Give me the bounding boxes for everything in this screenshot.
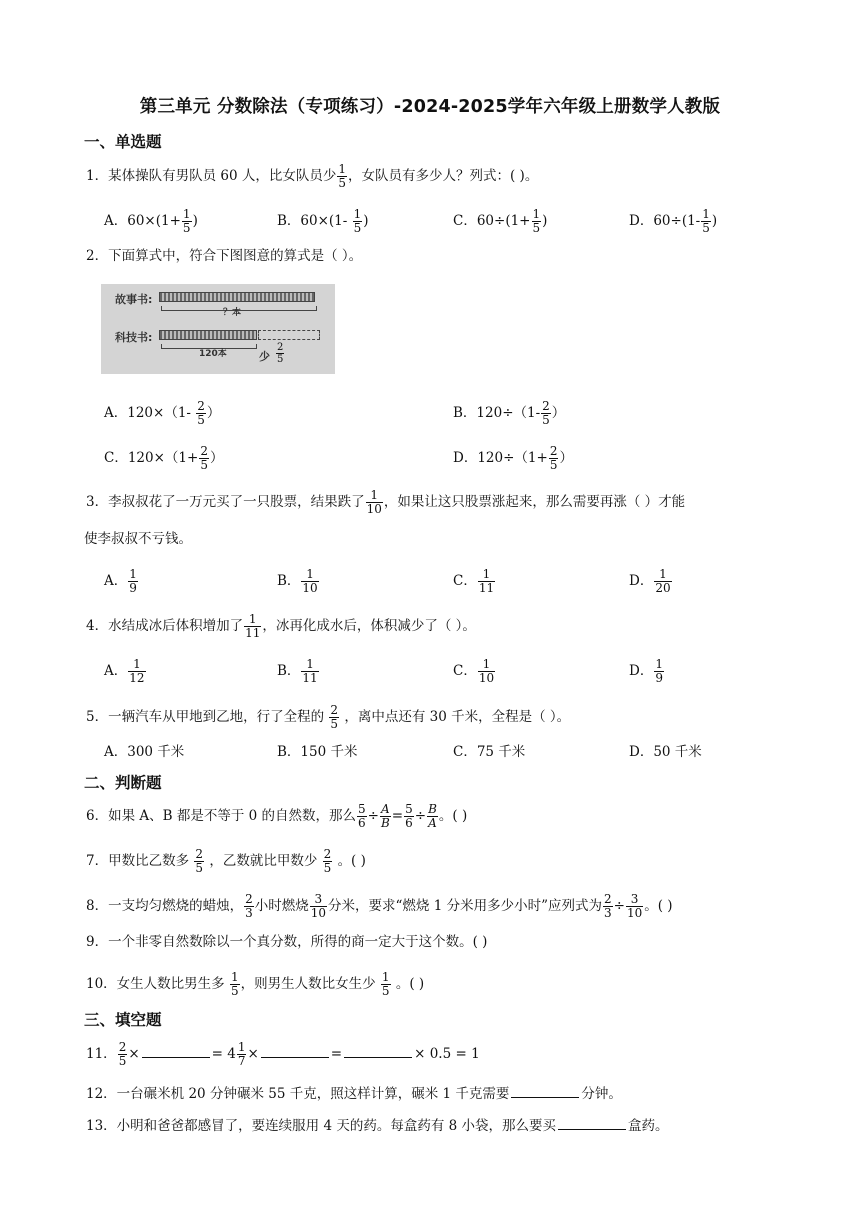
question-1: 1．某体操队有男队员 60 人，比女队员少 $\frac{1}{5}$ ，女队员有多少人？列式：( )。 <box>86 162 539 190</box>
option-b[interactable]: B． $\frac{1}{10}$ <box>277 567 318 595</box>
option-d[interactable]: D． $\frac{1}{20}$ <box>629 567 671 595</box>
option-a[interactable]: A．120×（1- $\frac{2}{5}$ ） <box>104 399 221 427</box>
science-book-bar <box>159 330 257 340</box>
question-8: 8．一支均匀燃烧的蜡烛， $\frac{2}{3}$ 小时燃烧 $\frac{3}{10}$ 分米，要求“燃烧 1 分米用多少小时”应列式为 $\frac{2}{3}$ ÷ $\frac{3}{10}$ 。( ) <box>86 892 673 920</box>
question-3: 3．李叔叔花了一万元买了一只股票，结果跌了 $\frac{1}{10}$ ，如果让这只股票涨起来，那么需要再涨（ ）才能 <box>86 488 686 516</box>
option-c[interactable]: C．75 千米 <box>453 744 526 760</box>
question-12: 12．一台碾米机 20 分钟碾米 55 千克，照这样计算，碾米 1 千克需要 分钟。 <box>86 1083 622 1104</box>
answer-blank[interactable] <box>344 1043 412 1058</box>
option-b[interactable]: B．150 千米 <box>277 744 358 760</box>
option-b[interactable]: B．60×(1- $\frac{1}{5}$ ) <box>277 207 369 235</box>
option-c[interactable]: C．120×（1+ $\frac{2}{5}$ ） <box>104 444 224 472</box>
bar-diagram-image: 故事书: ？本 科技书: 120本 少 $\frac{2}{5}$ <box>101 284 335 374</box>
option-d[interactable]: D． $\frac{1}{9}$ <box>629 657 663 685</box>
question-7: 7．甲数比乙数多 $\frac{2}{5}$ ，乙数就比甲数少 $\frac{2}{5}$ 。( ) <box>86 847 366 875</box>
option-c[interactable]: C． $\frac{1}{11}$ <box>453 567 495 595</box>
question-3-cont: 使李叔叔不亏钱。 <box>84 531 192 547</box>
option-b[interactable]: B． $\frac{1}{11}$ <box>277 657 318 685</box>
option-a[interactable]: A．300 千米 <box>104 744 185 760</box>
option-b[interactable]: B．120÷（1- $\frac{2}{5}$ ） <box>453 399 566 427</box>
fraction: $\frac{1}{5}$ <box>338 162 346 190</box>
page-title: 第三单元 分数除法（专项练习）-2024-2025学年六年级上册数学人教版 <box>139 97 721 117</box>
option-c[interactable]: C． $\frac{1}{10}$ <box>453 657 495 685</box>
option-d[interactable]: D．60÷(1- $\frac{1}{5}$ ) <box>629 207 718 235</box>
question-2: 2．下面算式中，符合下图图意的算式是（ ）。 <box>86 248 363 264</box>
option-a[interactable]: A． $\frac{1}{12}$ <box>104 657 145 685</box>
question-13: 13．小明和爸爸都感冒了，要连续服用 4 天的药。每盒药有 8 小袋，那么要买 盒药。 <box>86 1115 669 1136</box>
section-heading: 二、判断题 <box>84 774 162 792</box>
answer-blank[interactable] <box>261 1043 329 1058</box>
answer-blank[interactable] <box>142 1043 210 1058</box>
option-c[interactable]: C．60÷(1+ $\frac{1}{5}$ ) <box>453 207 548 235</box>
story-book-bar <box>159 292 315 302</box>
option-a[interactable]: A． $\frac{1}{9}$ <box>104 567 137 595</box>
question-5: 5．一辆汽车从甲地到乙地，行了全程的 $\frac{2}{5}$ ，离中点还有 30 千米，全程是（ ）。 <box>86 703 571 731</box>
option-a[interactable]: A．60×(1+ $\frac{1}{5}$ ) <box>104 207 198 235</box>
option-d[interactable]: D．120÷（1+ $\frac{2}{5}$ ） <box>453 444 573 472</box>
missing-part-bar <box>258 330 320 340</box>
question-4: 4．水结成冰后体积增加了 $\frac{1}{11}$ ，冰再化成水后，体积减少了（ ）。 <box>86 612 476 640</box>
section-heading: 三、填空题 <box>84 1011 162 1029</box>
question-10: 10．女生人数比男生多 $\frac{1}{5}$ ，则男生人数比女生少 $\frac{1}{5}$ 。( ) <box>86 970 425 998</box>
answer-blank[interactable] <box>558 1115 626 1130</box>
option-d[interactable]: D．50 千米 <box>629 744 702 760</box>
question-6: 6．如果 A、B 都是不等于 0 的自然数，那么 $\frac{5}{6}$ ÷ $\frac{A}{B}$ = $\frac{5}{6}$ ÷ $\frac{B}{A}$ 。( ) <box>86 802 468 830</box>
question-11: 11． $\frac{2}{5}$ × = 4 $\frac{1}{7}$ × = × 0.5 = 1 <box>86 1040 480 1068</box>
answer-blank[interactable] <box>511 1083 579 1098</box>
question-9: 9．一个非零自然数除以一个真分数，所得的商一定大于这个数。( ) <box>86 934 488 950</box>
section-heading: 一、单选题 <box>84 133 162 151</box>
